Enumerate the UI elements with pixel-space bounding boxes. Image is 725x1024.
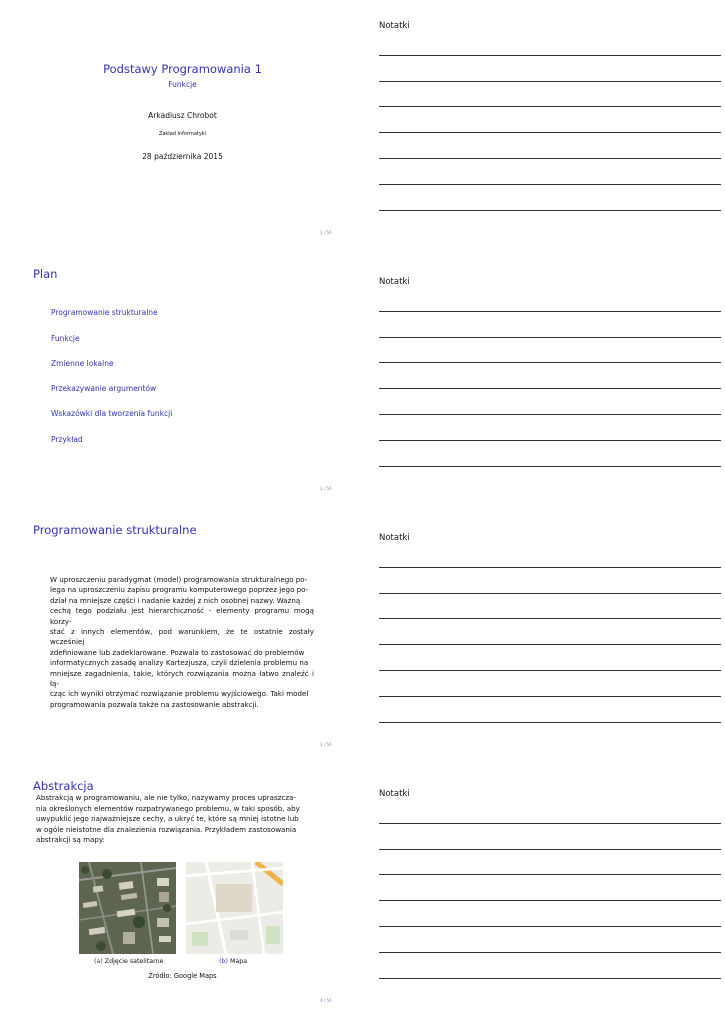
notes-line: [379, 106, 721, 107]
presentation-title: Podstawy Programowania 1: [103, 62, 262, 76]
figure-caption-text: Mapa: [229, 958, 248, 965]
notes-line: [379, 567, 721, 568]
paragraph-line: abstrakcji są mapy:: [36, 835, 105, 845]
paragraph-line: cząc ich wyniki otrzymać rozwiązanie problemu wyjściowego. Taki model: [50, 689, 309, 699]
notes-line: [379, 362, 721, 363]
slide-1: [0, 0, 365, 256]
notes-line: [379, 696, 721, 697]
toc-item-arguments[interactable]: Przekazywanie argumentów: [51, 384, 157, 393]
paragraph-line: Abstrakcją w programowaniu, ale nie tylko, nazywamy proces upraszcza-: [36, 793, 296, 802]
figure-caption-satellite: [94, 958, 163, 965]
figure-tag: (b): [219, 958, 228, 965]
notes-line: [379, 440, 721, 441]
toc-item-guidelines[interactable]: Wskazówki dla tworzenia funkcji: [51, 409, 173, 418]
presentation-subtitle: Funkcje: [168, 80, 197, 89]
page-number: 3 / 56: [320, 742, 332, 747]
notes-line: [379, 55, 721, 56]
notes-line: [379, 900, 721, 901]
slide-title: Plan: [33, 267, 58, 281]
satellite-image: [79, 862, 176, 954]
notes-line: [379, 466, 721, 467]
page-number: 4 / 56: [320, 998, 332, 1003]
toc-item-functions[interactable]: Funkcje: [51, 334, 80, 343]
slide-2: [0, 256, 365, 512]
notes-line: [379, 184, 721, 185]
paragraph-line: lega na uproszczeniu zapisu programu komputerowego poprzez jego po-: [50, 585, 309, 595]
paragraph-line: informatycznych zasadę analizy Kartezjusza, czyli dzielenia problemu na: [50, 658, 309, 668]
slide-4: [0, 768, 365, 1024]
notes-4: [365, 768, 725, 1024]
notes-line: [379, 158, 721, 159]
date: 28 października 2015: [142, 152, 223, 161]
toc-item-structural[interactable]: Programowanie strukturalne: [51, 308, 158, 317]
slide-3: [0, 512, 365, 768]
toc-item-local-variables[interactable]: Zmienne lokalne: [51, 359, 114, 368]
notes-line: [379, 874, 721, 875]
svg-text:.: .: [242, 871, 244, 875]
notes-label: Notatki: [379, 533, 410, 543]
notes-line: [379, 978, 721, 979]
notes-1: [365, 0, 725, 256]
paragraph-line: W uproszczeniu paradygmat (model) programowania strukturalnego po-: [50, 575, 308, 584]
notes-2: [365, 256, 725, 512]
map-image: [186, 862, 283, 954]
figure-caption-text: Zdjęcie satelitarne: [104, 958, 164, 965]
notes-line: [379, 593, 721, 594]
page-number: 2 / 56: [320, 486, 332, 491]
notes-label: Notatki: [379, 277, 410, 287]
notes-line: [379, 132, 721, 133]
image-source: Źródło: Google Maps: [148, 972, 217, 980]
paragraph-line: dział na mniejsze części i nadanie każdej z nich osobnej nazwy. Ważną: [50, 595, 301, 605]
paragraph-line: zdefiniowane lub zadeklarowane. Pozwala to zastosować do problemów: [50, 647, 305, 657]
slide-title: Abstrakcja: [33, 779, 94, 793]
slide-title: Programowanie strukturalne: [33, 523, 197, 537]
notes-line: [379, 81, 721, 82]
paragraph-line: nia określonych elementów rozpatrywanego problemu, w taki sposób, aby: [36, 803, 300, 813]
paragraph-line: w ogóle nieistotne dla znalezienia rozwiązania. Przykładem zastosowania: [36, 824, 297, 834]
notes-line: [379, 414, 721, 415]
paragraph-line: programowania pozwala także na zastosowanie abstrakcji.: [50, 699, 259, 709]
notes-line: [379, 311, 721, 312]
notes-line: [379, 952, 721, 953]
notes-line: [379, 722, 721, 723]
figure-tag: (a): [94, 958, 103, 965]
notes-line: [379, 337, 721, 338]
notes-line: [379, 618, 721, 619]
figure-caption-map: [219, 958, 247, 965]
notes-line: [379, 210, 721, 211]
notes-line: [379, 849, 721, 850]
notes-line: [379, 388, 721, 389]
slide-paragraph: [36, 793, 312, 846]
paragraph-line: mniejsze zagadnienia, takie, których rozwiązania można łatwo znaleźć i łą-: [50, 668, 314, 689]
notes-label: Notatki: [379, 789, 410, 799]
notes-line: [379, 644, 721, 645]
notes-3: [365, 512, 725, 768]
notes-line: [379, 823, 721, 824]
notes-line: [379, 670, 721, 671]
paragraph-line: cechą tego podziału jest hierarchiczność - elementy programu mogą korzy-: [50, 606, 314, 626]
slide-paragraph: [50, 575, 314, 710]
notes-line: [379, 926, 721, 927]
toc-item-example[interactable]: Przykład: [51, 435, 83, 444]
paragraph-line: uwypuklić jego najważniejsze cechy, a ukryć te, które są mniej istotne lub: [36, 814, 299, 824]
author: Arkadiusz Chrobot: [148, 111, 217, 120]
institution: Zakład Informatyki: [158, 131, 207, 137]
paragraph-line: stać z innych elementów, pod warunkiem, że te ostatnie zostały wcześniej: [50, 627, 314, 647]
page-number: 1 / 56: [320, 230, 332, 235]
notes-label: Notatki: [379, 21, 410, 31]
